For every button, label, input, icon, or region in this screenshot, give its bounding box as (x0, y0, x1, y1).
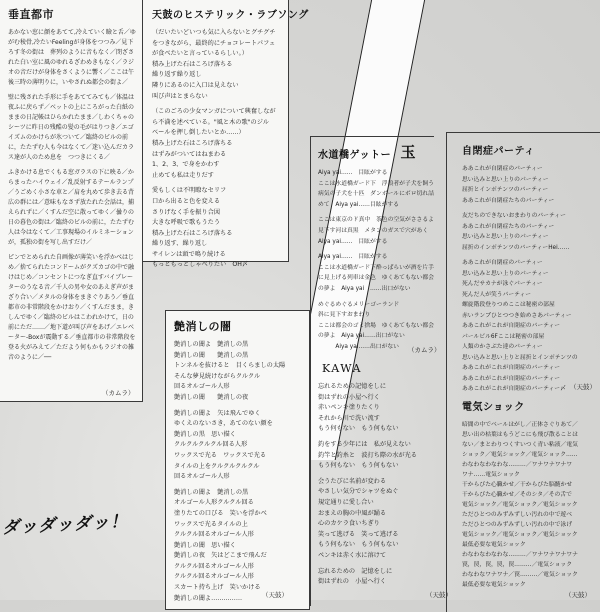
lyric-line: 繰り返す、繰り返し (152, 240, 208, 248)
lyric-line: タイルの上をクルクルクルクル (174, 462, 260, 470)
credit-kawa: （天鼓） (426, 591, 452, 599)
lyrics-kawa (318, 382, 446, 593)
lyric-line: 屈折とインポテンツのパーティー (462, 187, 549, 193)
lyric-line: 赤いペンキ塗りたくり (318, 404, 380, 412)
credit-denki-shock: （天鼓） (565, 591, 591, 599)
lyric-line: 最低必要な電気ショック (462, 582, 526, 588)
lyrics-jiheisho-party (462, 164, 598, 400)
lyric-line: ああこれがこれが自閉症のパーティー (462, 375, 561, 382)
lyric-line: 隣りにあるのに入口は見えない (152, 81, 239, 89)
lyric-line: ここは東京のド真中 茶色の空気がささるよ (318, 217, 434, 224)
lyric-line: ここは水道橋ガード下 浮浪者が子犬を飼う (318, 180, 434, 187)
lyric-line: 思い込みと思い上りのパーティー (462, 234, 549, 240)
lyric-line: 電気ショック／電気ショック／電気ショック (462, 502, 578, 508)
lyric-line: （だいたいどいつも気に入らないとグチグチ (152, 29, 276, 36)
lyric-line: ああこれがこれが自閉症のパーティー (462, 323, 561, 329)
lyric-line: それから川で洗い流す (318, 414, 380, 422)
song-title-jiheisho-party: 自閉症パーティ (462, 146, 535, 157)
lyrics-suichoku-toshi (8, 28, 136, 368)
lyric-line: 回るオルゴール人形 (174, 383, 230, 391)
lyric-line: 死んだ人が笑うパーティー (462, 291, 532, 298)
lyric-line: 干からびた心臓かせ／そのシタ／その舌で (462, 492, 572, 498)
lyric-line: 叫び声はとまらない (152, 92, 208, 100)
credit-tsuyakeshi-no-yami: （天鼓） (262, 591, 288, 599)
lyric-line: ベールを押し倒したいとか……） (152, 129, 245, 137)
lyric-line: 釣竿と釣糸と 波打ち際の水が光る (318, 451, 417, 459)
lyrics-paragraph: ふきかける息でくもる窓ガラスの下に映る／からまったハイウェイ／乱反射するテールランプ／うごめく小さな車と／肩を丸めて歩き去る背広の群には／意味もなさず放たれた会話は，捕えられずに／くすんだ空に散ってゆく／曇りの日の暮色の街は／臨終のビルの前に，たたずむ人は今はなくて／工事現場のイルミネーションが，孤独の街を写し出すだけ／ (8, 169, 135, 246)
lyric-line: 死んだサカナが泳ぐパーティー (462, 281, 543, 287)
lyric-line: もう何もない もう何もない (318, 462, 399, 470)
lyrics-paragraph: 壁に残された手形に手をあててみても／体温は夜ふに戻らず／ベットの上にころがった白紙のままの日記帳はひらかれたまま／しわくちゃのシーツに昨日の残酷の髪の毛がはりつき／エゴイズムのかけらが氷ついて／臨終のビルの前に，たたずむ人も今はなくて／迷い込んだカラス達が人のため息を つつきにくる／ (8, 94, 135, 161)
lyric-line: 愛もしくは不明瞭なセリフ (152, 187, 227, 195)
lyric-line: 積み上げた石はころげ落ちる (152, 139, 233, 147)
lyric-line: 塗りたての口びる 笑いを浮かべ (174, 509, 267, 517)
lyric-line: 忘れるための 記憶をしに (318, 567, 393, 575)
lyrics-paragraph: あかない窓に顔をあてて,冷えていく瞼と舌／ゆがむ稜骨,冷たいFeelingが身体をつつみ／見下ろす冬の街は 葬列のように音もなく／閉ざされた白い室に風のゆれるざわめきもなく／ラジオの音だけが身体をさくように響く／ここは午後三時の薄明りに，いやされぬ都会の街よ／ (8, 29, 136, 86)
lyric-line: ら不満を述べている。"風と木の歌"のジル (152, 118, 269, 126)
lyric-line: ワックスで光る ワックスで光る (174, 451, 267, 459)
lyric-line: パールビル6Fここは秘密の部屋 (462, 333, 545, 340)
lyric-line: 人類のかさぶた達のパーティー (462, 344, 543, 350)
lyric-line: ただひとつのみずみずしい汚れの中で遊べ (462, 512, 573, 518)
lyrics-tenko-love-song (152, 28, 284, 276)
lyric-line: 回るオルゴール人形 (174, 473, 230, 481)
lyric-line: 艶消しの闇よ 艶消しの黒 (174, 341, 249, 348)
lyric-line: 艶消しの闇 艶消しの黒 (174, 351, 249, 359)
lyric-line: オルゴール人形クルクル回る (174, 499, 254, 507)
lyric-line: 積み上げた石はころげ落ちる (152, 229, 233, 237)
lyric-line: クルクルクルクル回る人形 (174, 441, 248, 449)
lyric-line: 1、2、3、で身をかわす (152, 161, 220, 169)
song-title-suichoku-toshi: 垂直都市 (8, 8, 54, 21)
lyric-line: ああこれがこれが自閉症のパーティー (462, 365, 561, 371)
lyric-line: ない／まとわりつくすいつく青い粘液／電気 (462, 442, 578, 448)
lyric-line: 屈折のインポテンツのパーティーHei…… (462, 244, 570, 251)
lyric-line: ああこれが自閉症のパーティー (462, 260, 543, 266)
lyric-line: 螺旋階段登りつめここは秘密の部屋 (462, 302, 555, 308)
lyric-line: わなわなわなわな………／ワナワナワナワナ (462, 552, 578, 558)
lyric-line: スカート持ち上げ 笑いかける (174, 584, 261, 592)
song-title-kawa: KAWA (322, 362, 362, 375)
lyric-line: 止めても私は走りだす (152, 171, 214, 179)
lyric-line: Aiya yai……出口がない (318, 343, 399, 350)
lyric-line: おまえの胸の中風が踊る (318, 509, 387, 517)
lyric-line: 規定通りに愛し合い (318, 498, 374, 506)
lyric-line: をつきながら，最終的にチョコレートパフェ (152, 39, 276, 47)
lyric-line: ああこれが自閉症のパーティー (462, 166, 543, 172)
lyric-line: もう何もない もう何もない (318, 541, 399, 549)
lyric-line: めて Aiya yai……目眩がする (318, 201, 399, 208)
lyric-line: めぐるめぐるメリーゴーランド (318, 301, 400, 308)
lyric-line: 暗闇の中でベールはがし／正体さぐりあて／ (462, 422, 578, 428)
song-title-suidobashi-ghetto: 水道橋ゲットー (318, 150, 392, 161)
lyric-line: ゆくえのないさき，あてのない顔を (174, 420, 273, 428)
lyric-line: 艶消しの闇よ 矢は飛んでゆく (174, 409, 261, 417)
lyric-line: サイレンは頭で鳴り続ける (152, 250, 226, 258)
song-title-tenko-love-song: 天鼓のヒステリック・ラブソング (152, 10, 309, 21)
credit-jiheisho-party: （天鼓） (570, 383, 596, 391)
lyric-line: 艶消しの闇 思い描く (174, 541, 236, 549)
shout-text: ダッダッダッ！ (1, 511, 129, 539)
lyric-line: 電気ショック／電気ショック／電気ショック (462, 532, 578, 538)
lyric-line: 干からびた心臓かせ／干からびた脳髄かせ (462, 482, 573, 488)
lyric-line: 見下す河は真黒 メタンのガスで穴があく (318, 227, 429, 234)
lyric-line: が食べたいと言っているらしい。） (152, 50, 248, 58)
lyric-line: に見上げる列車は金色 ゆくあてもない都会 (318, 275, 434, 282)
lyric-line: ショック／電気ショック／電気ショック…… (462, 452, 578, 458)
lyrics-paragraph: ピンでとめられた自画像が薄笑いを浮かべはじめ／捨てられたコンドームがクズカゴの中で融けはじめ／コンセントにつなぎ直すバイブレーターのうなる音／千人の男や女のあえぎ声がまざり合い／メタルの身体をまきぐりあう／垂直都市の非常階段をかけおり／くすんだまま，きしんでゆく／臨終のビルはこわれかけて，日の前にただ……／地下道が叫び声をあげ／エレベーター-Boxが震動する／垂直都市の非常階段を登る火がみえて／ただよう何もかもラジオの雑音のように／── (8, 254, 136, 361)
lyric-line: 思い込みと思い上りと屈折とインポテンツの (462, 354, 578, 361)
credit-suichoku-toshi: （カムラ） (102, 389, 135, 397)
lyric-line: さりげなく手を振り合図 (152, 208, 221, 216)
lyric-line: 忘れるための記憶をしに (318, 383, 387, 390)
song-title-denki-shock: 電気ショック (462, 402, 525, 413)
lyric-line: やさしい気分でシャツをぬぐ (318, 488, 399, 496)
lyric-line: もっともっとしゃべりたい OH〆 (152, 261, 249, 269)
lyric-line: クルクル回るオルゴール人形 (174, 531, 254, 539)
lyric-line: ここは都会のゴミ捨場 ゆくあてもない都会 (318, 322, 434, 329)
lyric-line: ワックスで光るタイルの上 (174, 520, 248, 528)
credit-suidobashi-ghetto: （カムラ） (408, 346, 441, 354)
lyric-line: 口から出ると色を変える (152, 197, 221, 205)
lyric-line: 友だちのできないおまわりのパーティー (462, 213, 566, 219)
lyric-line: 病気の子犬を十匹 ダンボールにボロ切れ詰 (318, 191, 434, 198)
lyric-line: ワナ……電気ショック (462, 472, 520, 478)
lyric-line: ここは水道橋ガード下酔っぱらいが酒を片手 (318, 264, 434, 271)
lyric-line: もう何もない もう何もない (318, 425, 399, 433)
lyric-line: クルクル回るオルゴール人形 (174, 573, 254, 581)
lyric-line: わなわなわなわな………／ワナワナワナワ (462, 462, 573, 468)
lyric-line: ただひとつのみずみずしい汚れの中で泳げ (462, 522, 573, 528)
lyric-line: 大きな呼吸で歌もうたう (152, 219, 221, 227)
lyric-line: 心のカケラ食いちぎり (318, 520, 380, 528)
lyric-line: 思い込みと思い上りのパーティー (462, 176, 549, 183)
lyric-line: 会うたびに名前が変わる (318, 477, 387, 485)
lyric-line: わなわなワナワナ／罠………／電気ショック (462, 572, 578, 578)
lyric-line: 思い込みと思い上りのパーティー (462, 270, 549, 277)
lyric-line: 艶消しの夜 矢はどこまで飛んだ (174, 552, 267, 560)
lyric-line: 釣をする少年には 私が見えない (318, 440, 411, 448)
lyric-line: 繰り返す繰り返し (152, 71, 202, 79)
lyric-line: はずみがついてはねまわる (152, 150, 227, 158)
lyric-line: そんな夢見続けながらクルクル (174, 372, 261, 380)
lyric-line: 積み上げた石はころげ落ちる (152, 60, 233, 68)
lyrics-tsuyakeshi-no-yami (174, 340, 306, 609)
lyric-line: クルクル回るオルゴール人形 (174, 562, 254, 570)
lyric-line: 艶消しの闇よ…………… (174, 594, 243, 602)
lyric-line: の夢よ Aiya yai……出口がない (318, 333, 405, 340)
lyric-line: 艶消しの黒 思い描く (174, 430, 236, 438)
lyric-line: 赤いランプひとつつき始めさあパーティー (462, 312, 572, 319)
lyric-line: 最低必要な電気ショック (462, 542, 526, 548)
lyric-line: ああこれが自閉症たちのパーティー (462, 197, 555, 204)
lyrics-denki-shock (462, 420, 598, 590)
lyric-line: （このごろの少女マンガについて興奮しなが (152, 108, 276, 116)
lyric-line: 笑って逃げる 笑って逃げる (318, 530, 399, 538)
lyric-line: 思い出の枯葉はもうどこにも飛び散ることは (462, 432, 578, 438)
lyric-line: 艶消しの闇 艶消しの夜 (174, 393, 249, 401)
lyric-line: 罠，罠，罠，罠，罠………／電気ショック (462, 562, 573, 568)
lyric-line: トンネルを抜けると 目くらましの太陽 (174, 362, 286, 370)
lyric-line: ああこれが自閉症たちのパーティー (462, 223, 555, 230)
lyric-line: Aiya yai…… 目眩がする (318, 170, 388, 176)
lyric-line: ペンキは赤く水に溶けて (318, 551, 387, 559)
lyrics-suidobashi-ghetto (318, 168, 446, 358)
tama-glyph: 玉 (400, 143, 416, 161)
lyric-line: 街はずれの小屋へ行く (318, 393, 380, 401)
lyric-line: 斜に見下すおまわり (318, 312, 371, 319)
lyric-line: Aiya yai…… 目眩がする (318, 238, 388, 245)
lyric-line: ああこれがこれが自閉症のパーティー〆 (462, 386, 566, 392)
lyric-line: の夢よ Aiya yai ……出口がない (318, 285, 411, 292)
lyric-line: 艶消しの闇よ 艶消しの黒 (174, 488, 249, 496)
lyric-line: Aiya yai…… 目眩がする (318, 254, 388, 261)
song-title-tsuyakeshi-no-yami: 艶消しの闇 (174, 320, 232, 333)
lyric-line: 街はずれの 小屋へ行く (318, 578, 387, 586)
